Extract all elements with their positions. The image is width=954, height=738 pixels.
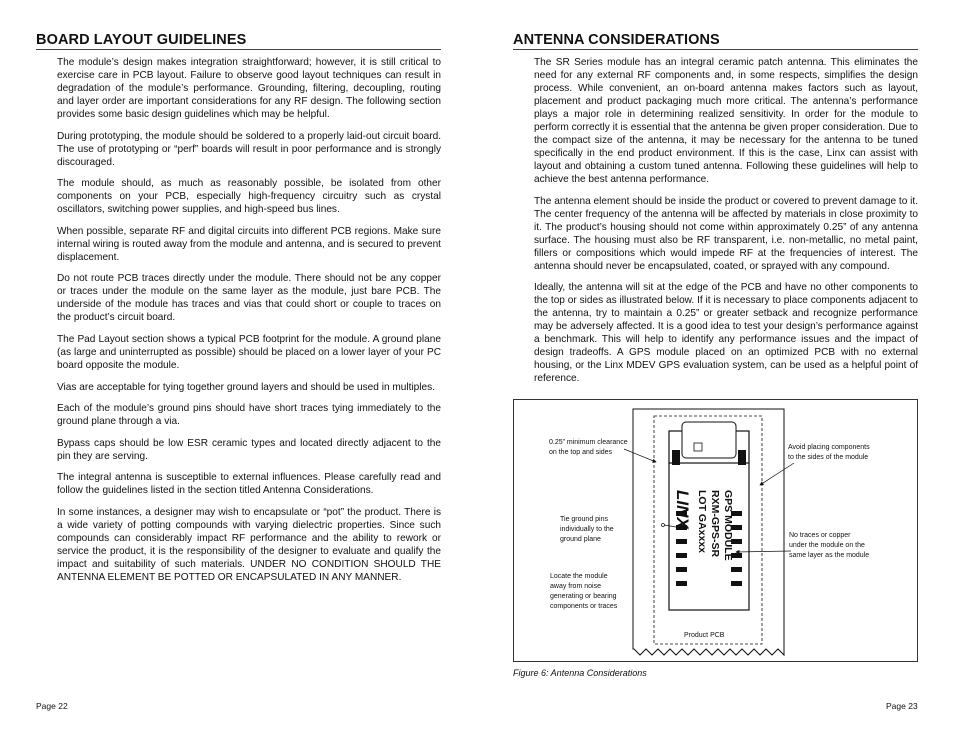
paragraph: The module should, as much as reasonably possible, be isolated from other components on your PCB, especially high-frequency circuitry such as crystal oscillators, switching power supplies, and high-speed bus lines.	[57, 178, 441, 216]
left-column	[36, 32, 441, 593]
pad	[731, 567, 742, 572]
right-column	[513, 32, 918, 394]
locate-label-1: Locate the module	[550, 573, 608, 580]
paragraph: When possible, separate RF and digital circuits into different PCB regions. Make sure internal wiring is routed away from the module and antenna, and is secured to prevent displacement.	[57, 225, 441, 263]
product-pcb-label: Product PCB	[684, 632, 725, 639]
pad	[676, 567, 687, 572]
linx-logo: LINX	[673, 490, 692, 529]
paragraph: The SR Series module has an integral ceramic patch antenna. This eliminates the need for any external RF components and, in some respects, simplifies the design process. While convenient, an on-board antenna makes factors such as layout, placement and product packaging much more critical. The antenna’s performance plays a major role in determining realized sensitivity. In order for the module to perform correctly it is essential that the antenna be given proper consideration. Due to the compact size of the antenna, it may be necessary for the antenna to be tuned specifically in the end product environment. If this is the case, Linx can assist with layout and obtaining a custom tuned antenna. Following these guidelines will help to achieve the best antenna performance.	[534, 57, 918, 185]
notraces-label-1: No traces or copper	[789, 532, 851, 539]
paragraph: The module’s design makes integration straightforward; however, it is still critical to exercise care in PCB layout. Failure to observe good layout techniques can result in degradation of the module’s performance. Grounding, filtering, decoupling, routing and layer order are important considerations for any RF design. The following section provides some basic design guidelines which may be helpful.	[57, 57, 441, 120]
locate-label-4: components or traces	[550, 603, 618, 610]
pad	[676, 539, 687, 544]
tie-label-2: individually to the	[560, 526, 614, 533]
paragraph: The Pad Layout section shows a typical PCB footprint for the module. A ground plane (as large and uninterrupted as possible) should be placed on a lower layer of your PC board opposite the module.	[57, 333, 441, 371]
locate-label-3: generating or bearing	[550, 593, 617, 600]
locate-label-2: away from noise	[550, 583, 601, 590]
board-layout-heading: BOARD LAYOUT GUIDELINES	[36, 32, 441, 50]
antenna-heading: ANTENNA CONSIDERATIONS	[513, 32, 918, 50]
avoid-arrow	[760, 463, 794, 485]
paragraph: The integral antenna is susceptible to external influences. Please carefully read and follow the guidelines listed in the section titled Antenna Considerations.	[57, 472, 441, 497]
antenna-feed	[694, 443, 702, 451]
tie-label-3: ground plane	[560, 536, 601, 543]
paragraph: During prototyping, the module should be soldered to a properly laid-out circuit board. The use of prototyping or “perf” boards will result in poor performance and is strongly discouraged.	[57, 130, 441, 168]
antenna-element	[682, 422, 736, 458]
paragraph: Bypass caps should be low ESR ceramic types and located directly adjacent to the pin they are serving.	[57, 437, 441, 462]
paragraph: The antenna element should be inside the product or covered to prevent damage to it. The center frequency of the antenna will be affected by materials in close proximity to it. The product’s housing should not come within approximately 0.25” of any antenna surface. The housing must also be RF transparent, i.e. non-metallic, no metal paint, fillers or compositions which would impede RF at the frequencies of interest. The antenna should never be encapsulated, coated, or sprayed with any compound.	[534, 195, 918, 272]
paragraph: Ideally, the antenna will sit at the edge of the PCB and have no other components to the top or sides as illustrated below. If it is necessary to place components adjacent to the antenna, try to maintain a 0.25” or greater setback and recognize performance may be adversely affected. It is a good idea to test your design’s performance against a benchmark. This will help to identify any performance issues and the impact of design tradeoffs. A GPS module placed on an optimized PCB with no external housing, or the Linx MDEV GPS evaluation system, can be used as a helpful point of reference.	[534, 282, 918, 385]
paragraph: In some instances, a designer may wish to encapsulate or “pot” the product. There is a wide variety of potting compounds with varying dielectric properties. Since such compounds can considerably impact RF performance and the ability to rework or service the product, it is the responsibility of the designer to evaluate and qualify the impact and suitability of such materials. UNDER NO CONDITION SHOULD THE ANTENNA ELEMENT BE POTTED OR ENCAPSULATED IN ANY MANNER.	[57, 506, 441, 583]
chip-line-3: LOT GAxxxx	[696, 490, 708, 554]
gps-module	[669, 462, 749, 610]
clearance-arrow	[624, 449, 656, 462]
pad	[676, 553, 687, 558]
clearance-label-2: on the top and sides	[549, 449, 613, 456]
figure-caption: Figure 6: Antenna Considerations	[513, 668, 647, 678]
notraces-label-3: same layer as the module	[789, 552, 870, 559]
board-layout-body	[36, 56, 441, 584]
chip-line-2: RXM-GPS-SR	[709, 490, 721, 558]
pad	[676, 581, 687, 586]
pad	[672, 450, 680, 465]
paragraph: Each of the module’s ground pins should have short traces tying immediately to the ground plane through a via.	[57, 403, 441, 428]
paragraph: Vias are acceptable for tying together ground layers and should be used in multiples.	[57, 381, 436, 393]
antenna-figure	[513, 399, 918, 662]
pad	[738, 450, 746, 465]
antenna-body	[513, 56, 918, 385]
notraces-label-2: under the module on the	[789, 542, 865, 549]
antenna-diagram	[514, 400, 917, 661]
avoid-label-1: Avoid placing components	[788, 444, 870, 451]
tie-label-1: Tie ground pins	[560, 516, 608, 523]
pad	[731, 581, 742, 586]
page-number-right: Page 23	[886, 701, 918, 711]
chip-line-1: GPS MODULE	[722, 490, 734, 561]
page-number-left: Page 22	[36, 701, 68, 711]
clearance-label-1: 0.25” minimum clearance	[549, 439, 628, 446]
avoid-label-2: to the sides of the module	[788, 454, 869, 461]
paragraph: Do not route PCB traces directly under the module. There should not be any copper or traces under the module on the same layer as the module, just bare PCB. The underside of the module has traces and vias that could short or couple to traces on the product’s circuit board.	[57, 273, 441, 324]
